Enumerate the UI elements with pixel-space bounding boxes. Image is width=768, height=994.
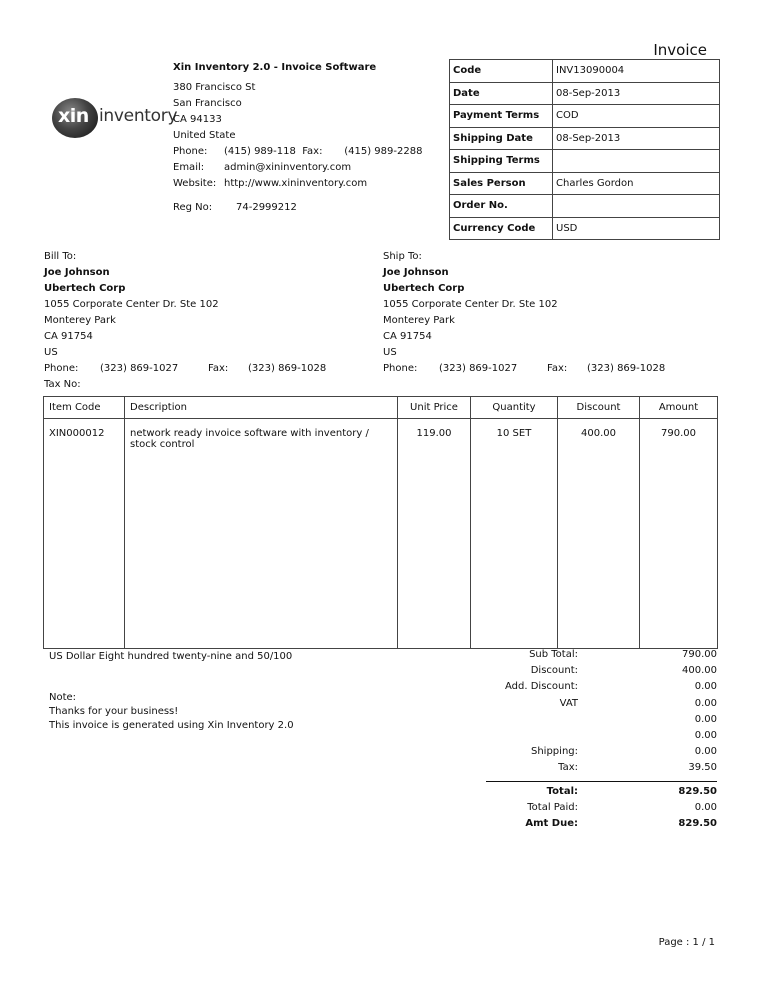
ship-to-phone: (323) 869-1027 <box>439 363 518 374</box>
company-details <box>173 60 422 216</box>
bill-to-country: US <box>44 347 58 358</box>
totals-block <box>486 649 717 834</box>
shipping-value: 0.00 <box>694 746 717 758</box>
item-unit-price: 119.00 <box>398 419 471 649</box>
add-discount-value: 0.00 <box>694 681 717 693</box>
discount-value: 400.00 <box>682 665 717 677</box>
ship-to-phone-line <box>383 361 665 377</box>
company-logo <box>52 96 178 140</box>
vat-label: VAT <box>559 697 578 709</box>
extra-charge-row <box>486 730 717 746</box>
ship-to-name: Joe Johnson <box>383 267 449 278</box>
info-label: Order No. <box>450 195 553 218</box>
total-paid-label: Total Paid: <box>527 801 578 813</box>
ship-to-heading: Ship To: <box>383 251 422 262</box>
shipping-row <box>486 746 717 762</box>
company-city: San Francisco <box>173 98 242 109</box>
info-label: Sales Person <box>450 172 553 195</box>
item-discount: 400.00 <box>558 419 640 649</box>
info-label: Payment Terms <box>450 105 553 128</box>
subtotal-label: Sub Total: <box>529 649 578 660</box>
company-street: 380 Francisco St <box>173 82 256 93</box>
company-website[interactable]: http://www.xininventory.com <box>224 178 368 189</box>
note-line-2: This invoice is generated using Xin Inventory 2.0 <box>49 720 294 731</box>
info-value: INV13090004 <box>553 60 720 83</box>
item-amount: 790.00 <box>640 419 718 649</box>
table-row <box>44 419 718 649</box>
add-discount-label: Add. Discount: <box>505 681 578 693</box>
total-paid-value: 0.00 <box>694 801 717 813</box>
info-label: Date <box>450 82 553 105</box>
company-email: admin@xininventory.com <box>224 162 352 173</box>
company-reg-label: Reg No: <box>173 202 213 213</box>
company-state-zip: CA 94133 <box>173 114 222 125</box>
company-email-line <box>173 160 422 176</box>
ship-to-country: US <box>383 347 397 358</box>
info-row <box>450 127 720 150</box>
shipping-label: Shipping: <box>531 746 578 758</box>
company-phone-line <box>173 144 422 160</box>
info-row <box>450 172 720 195</box>
vat-row <box>486 698 717 714</box>
total-label: Total: <box>546 785 578 797</box>
extra-charge-value: 0.00 <box>694 729 717 741</box>
col-header-amount: Amount <box>640 397 718 419</box>
extra-charge-row <box>486 714 717 730</box>
company-website-line <box>173 176 422 192</box>
item-code: XIN000012 <box>44 419 125 649</box>
info-row <box>450 60 720 83</box>
amt-due-row <box>486 818 717 834</box>
info-value <box>553 150 720 173</box>
note-block <box>49 691 294 733</box>
totals-divider <box>486 781 717 782</box>
company-reg-line <box>173 200 422 216</box>
info-label: Code <box>450 60 553 83</box>
ship-to-phone-label: Phone: <box>383 363 418 374</box>
info-row <box>450 82 720 105</box>
ship-to-fax-label: Fax: <box>547 363 568 374</box>
company-reg: 74-2999212 <box>236 202 297 213</box>
company-website-label: Website: <box>173 178 217 189</box>
subtotal-row <box>486 649 717 665</box>
discount-row <box>486 665 717 681</box>
bill-to-fax-label: Fax: <box>208 363 229 374</box>
bill-to-phone: (323) 869-1027 <box>100 363 179 374</box>
logo-wordmark: inventory <box>99 106 178 126</box>
total-value: 829.50 <box>678 785 717 797</box>
line-items-table <box>43 396 718 649</box>
bill-to-state-zip: CA 91754 <box>44 331 93 342</box>
invoice-title: Invoice <box>653 41 707 59</box>
ship-to-fax: (323) 869-1028 <box>587 363 666 374</box>
info-row <box>450 150 720 173</box>
ship-to-city: Monterey Park <box>383 315 455 326</box>
company-name: Xin Inventory 2.0 - Invoice Software <box>173 62 377 73</box>
info-value: 08-Sep-2013 <box>553 127 720 150</box>
tax-value: 39.50 <box>688 762 717 774</box>
ship-to-block <box>383 249 665 377</box>
company-fax: (415) 989-2288 <box>344 146 423 157</box>
note-line-1: Thanks for your business! <box>49 706 179 717</box>
amount-in-words: US Dollar Eight hundred twenty-nine and 50/100 <box>49 651 293 662</box>
company-phone-label: Phone: <box>173 146 208 157</box>
invoice-info-table <box>449 59 720 240</box>
bill-to-block <box>44 249 326 393</box>
total-row <box>486 786 717 802</box>
bill-to-heading: Bill To: <box>44 251 77 262</box>
item-description: network ready invoice software with inventory / stock control <box>125 419 398 649</box>
info-label: Shipping Date <box>450 127 553 150</box>
subtotal-value: 790.00 <box>682 649 717 660</box>
vat-value: 0.00 <box>694 697 717 709</box>
col-header-quantity: Quantity <box>471 397 558 419</box>
amt-due-value: 829.50 <box>678 817 717 829</box>
info-label: Currency Code <box>450 217 553 240</box>
bill-to-tax-label: Tax No: <box>44 379 81 390</box>
col-header-description: Description <box>125 397 398 419</box>
discount-label: Discount: <box>530 665 578 677</box>
logo-mark: xin <box>58 105 89 127</box>
bill-to-city: Monterey Park <box>44 315 116 326</box>
bill-to-fax: (323) 869-1028 <box>248 363 327 374</box>
company-country: United State <box>173 130 236 141</box>
info-row <box>450 217 720 240</box>
company-email-label: Email: <box>173 162 205 173</box>
company-phone: (415) 989-118 <box>224 146 296 157</box>
col-header-discount: Discount <box>558 397 640 419</box>
table-header-row <box>44 397 718 419</box>
bill-to-name: Joe Johnson <box>44 267 110 278</box>
col-header-item-code: Item Code <box>44 397 125 419</box>
info-value <box>553 195 720 218</box>
company-fax-label: Fax: <box>302 146 323 157</box>
page-number: Page : 1 / 1 <box>658 937 715 948</box>
amt-due-label: Amt Due: <box>525 817 578 829</box>
total-paid-row <box>486 802 717 818</box>
tax-label: Tax: <box>558 762 578 774</box>
ship-to-state-zip: CA 91754 <box>383 331 432 342</box>
info-row <box>450 105 720 128</box>
bill-to-phone-label: Phone: <box>44 363 79 374</box>
bill-to-phone-line <box>44 361 326 377</box>
note-label: Note: <box>49 692 77 703</box>
info-value: 08-Sep-2013 <box>553 82 720 105</box>
ship-to-street: 1055 Corporate Center Dr. Ste 102 <box>383 299 558 310</box>
tax-row <box>486 762 717 778</box>
add-discount-row <box>486 681 717 697</box>
col-header-unit-price: Unit Price <box>398 397 471 419</box>
info-label: Shipping Terms <box>450 150 553 173</box>
bill-to-company: Ubertech Corp <box>44 283 126 294</box>
item-quantity: 10 SET <box>471 419 558 649</box>
info-value: Charles Gordon <box>553 172 720 195</box>
ship-to-company: Ubertech Corp <box>383 283 465 294</box>
info-row <box>450 195 720 218</box>
bill-to-street: 1055 Corporate Center Dr. Ste 102 <box>44 299 219 310</box>
info-value: COD <box>553 105 720 128</box>
info-value: USD <box>553 217 720 240</box>
extra-charge-value: 0.00 <box>694 713 717 725</box>
